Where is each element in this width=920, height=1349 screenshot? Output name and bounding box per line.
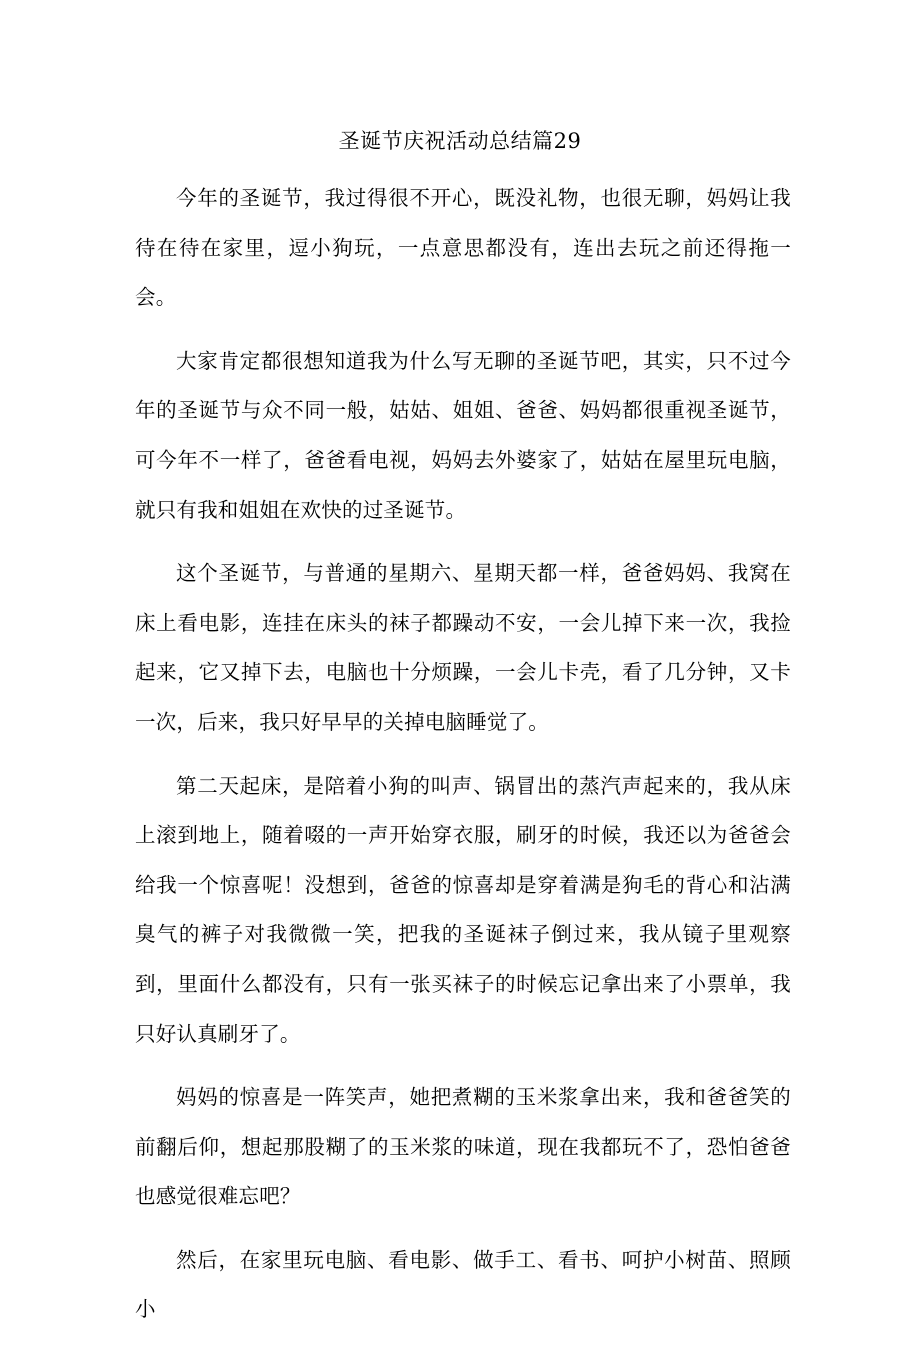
document-body (135, 174, 791, 1349)
paragraph-2: 大家肯定都很想知道我为什么写无聊的圣诞节吧，其实，只不过今年的圣诞节与众不同一般，姑姑、姐姐、爸爸、妈妈都很重视圣诞节，可今年不一样了，爸爸看电视，妈妈去外婆家了，姑姑在屋里玩电脑，就只有我和姐姐在欢快的过圣诞节。 (135, 348, 791, 522)
paragraph-3: 这个圣诞节，与普通的星期六、星期天都一样，爸爸妈妈、我窝在床上看电影，连挂在床头的袜子都躁动不安，一会儿掉下来一次，我捡起来，它又掉下去，电脑也十分烦躁，一会儿卡壳，看了几分钟，又卡一次，后来，我只好早早的关掉电脑睡觉了。 (135, 561, 791, 734)
paragraph-1: 今年的圣诞节，我过得很不开心，既没礼物，也很无聊，妈妈让我待在待在家里，逗小狗玩，一点意思都没有，连出去玩之前还得拖一会。 (135, 186, 791, 310)
document-title: 圣诞节庆祝活动总结篇29 (338, 129, 582, 153)
paragraph-6: 然后，在家里玩电脑、看电影、做手工、看书、呵护小树苗、照顾小 (135, 1247, 791, 1322)
paragraph-5: 妈妈的惊喜是一阵笑声，她把煮糊的玉米浆拿出来，我和爸爸笑的前翻后仰，想起那股糊了的玉米浆的味道，现在我都玩不了，恐怕爸爸也感觉很难忘吧？ (135, 1085, 791, 1209)
paragraph-4: 第二天起床，是陪着小狗的叫声、锅冒出的蒸汽声起来的，我从床上滚到地上，随着啜的一声开始穿衣服，刷牙的时候，我还以为爸爸会给我一个惊喜呢！没想到，爸爸的惊喜却是穿着满是狗毛的背心和沾满臭气的裤子对我微微一笑，把我的圣诞袜子倒过来，我从镜子里观察到，里面什么都没有，只有一张买袜子的时候忘记拿出来了小票单，我只好认真刷牙了。 (135, 773, 791, 1046)
